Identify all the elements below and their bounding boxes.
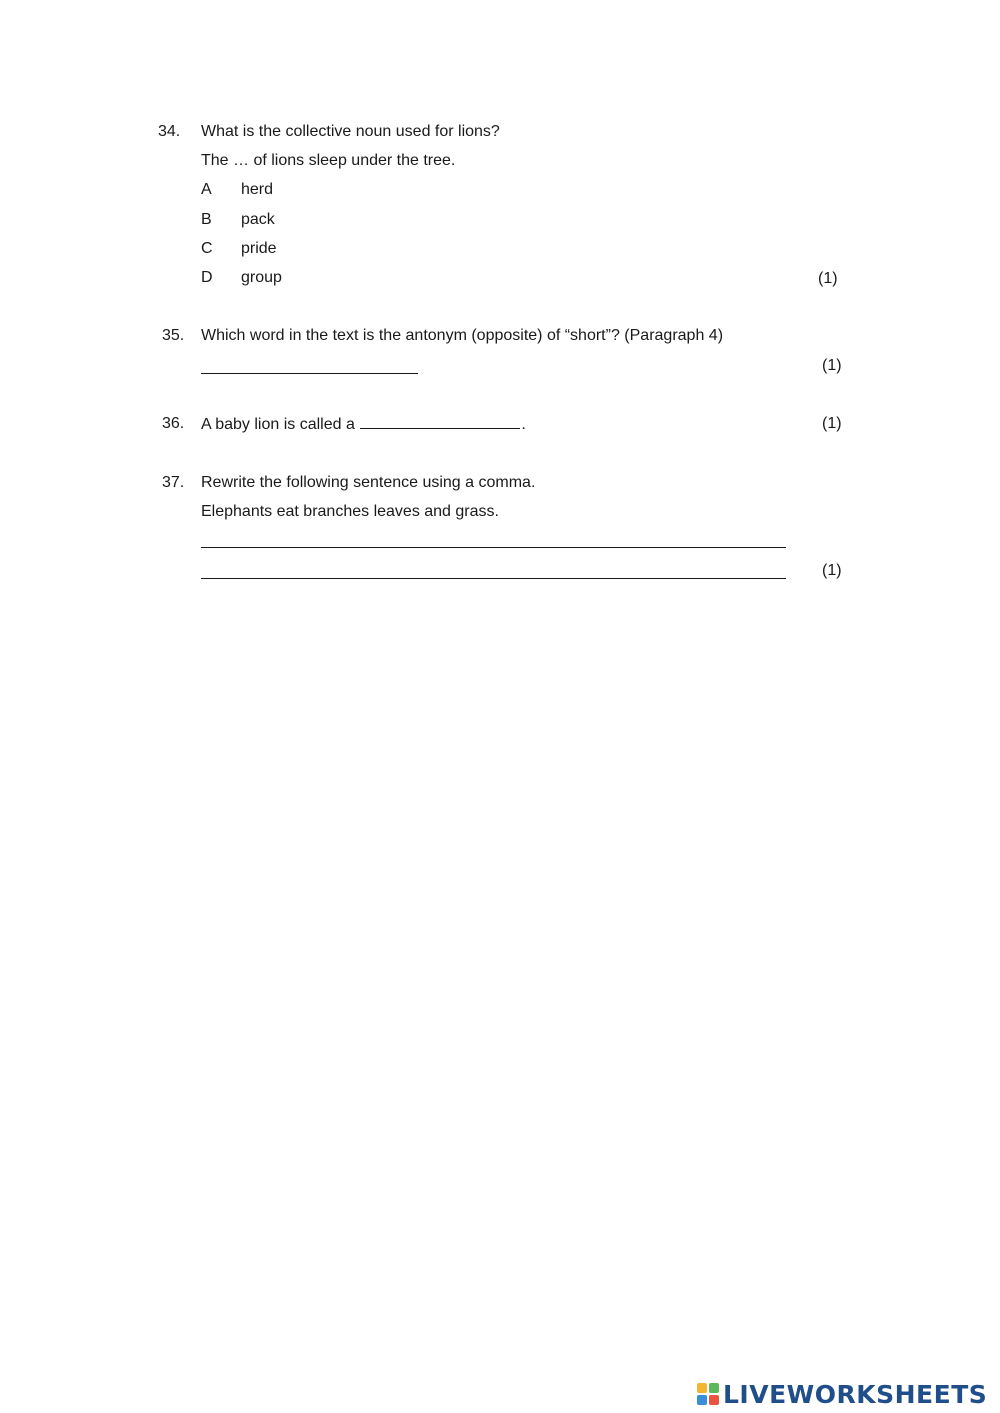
logo-mark-icon	[697, 1383, 719, 1405]
mark-allocation: (1)	[818, 270, 838, 287]
mark-allocation: (1)	[822, 562, 842, 579]
question-text: What is the collective noun used for lions?	[201, 123, 500, 140]
liveworksheets-logo	[697, 1378, 987, 1410]
answer-blank[interactable]	[360, 414, 520, 429]
answer-line-2[interactable]	[201, 578, 786, 579]
answer-line[interactable]	[201, 373, 418, 374]
question-sentence: The … of lions sleep under the tree.	[201, 152, 456, 169]
question-prefix: A baby lion is called a	[201, 416, 355, 433]
logo-square	[709, 1383, 719, 1393]
option-letter: B	[201, 211, 212, 228]
question-text: Which word in the text is the antonym (opposite) of “short”? (Paragraph 4)	[201, 327, 724, 344]
logo-square	[697, 1395, 707, 1405]
option-letter: C	[201, 240, 213, 257]
logo-square	[697, 1383, 707, 1393]
logo-text: LIVEWORKSHEETS	[723, 1379, 988, 1409]
option-text: pack	[241, 211, 275, 228]
option-letter: A	[201, 181, 212, 198]
mark-allocation: (1)	[822, 415, 842, 432]
question-sentence: Elephants eat branches leaves and grass.	[201, 503, 499, 520]
question-number: 34.	[158, 123, 181, 140]
option-text: herd	[241, 181, 274, 198]
question-text: Rewrite the following sentence using a comma.	[201, 474, 536, 491]
answer-line-1[interactable]	[201, 547, 786, 548]
question-number: 36.	[162, 415, 185, 432]
question-suffix: .	[521, 416, 526, 433]
mark-allocation: (1)	[822, 357, 842, 374]
question-number: 35.	[162, 327, 185, 344]
question-text	[201, 414, 526, 435]
question-number: 37.	[162, 474, 185, 491]
option-text: pride	[241, 240, 277, 257]
option-letter: D	[201, 269, 213, 286]
option-text: group	[241, 269, 282, 286]
logo-square	[709, 1395, 719, 1405]
